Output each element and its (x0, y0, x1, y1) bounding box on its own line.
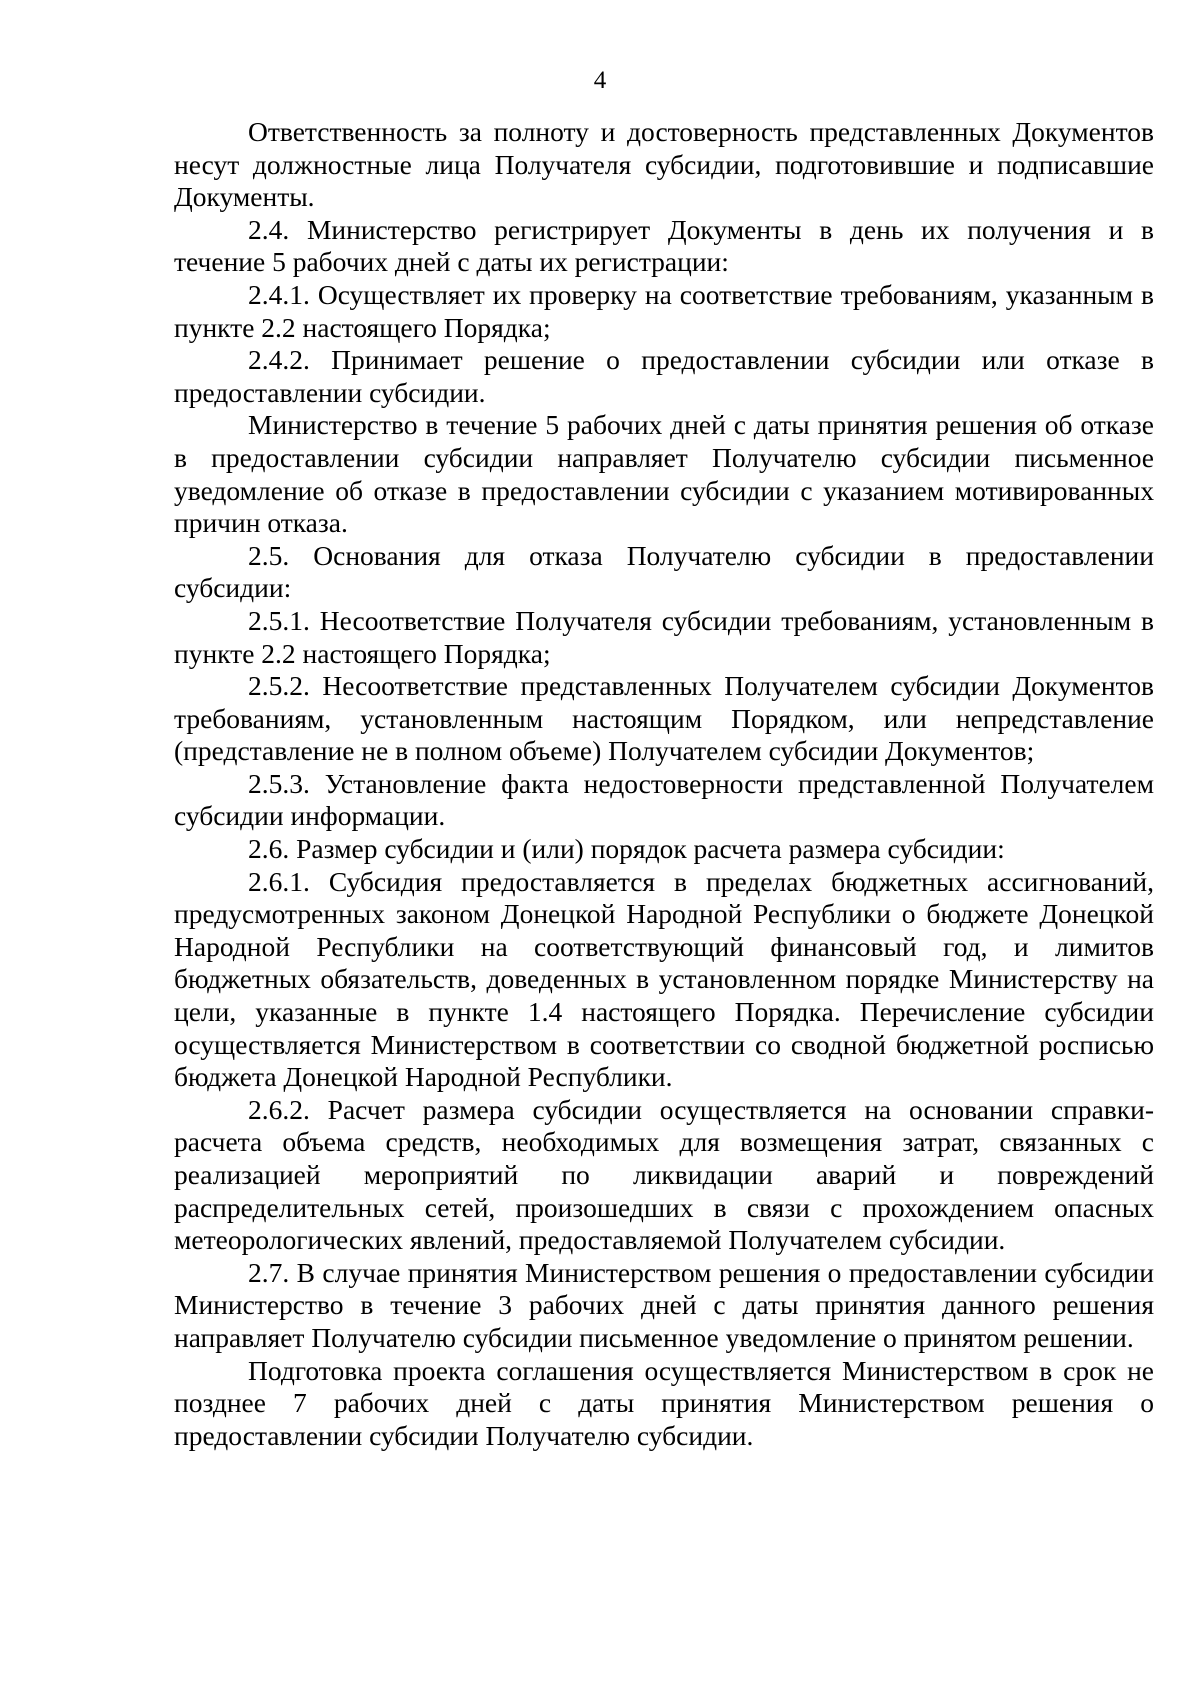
paragraph-agreement-preparation: Подготовка проекта соглашения осуществляется Министерством в срок не позднее 7 рабочих дней с даты принятия Министерством решения о предоставлении субсидии Получателю субсидии. (174, 1354, 1154, 1451)
paragraph-responsibility: Ответственность за полноту и достоверность представленных Документов несут должностные лица Получателя субсидии, подготовившие и подписавшие Документы. (174, 116, 1154, 213)
paragraph-2-4-2: 2.4.2. Принимает решение о предоставлении субсидии или отказе в предоставлении субсидии. (174, 344, 1154, 408)
paragraph-2-7: 2.7. В случае принятия Министерством решения о предоставлении субсидии Министерство в течение 3 рабочих дней с даты принятия данного решения направляет Получателю субсидии письменное уведомление о принятом решении. (174, 1256, 1154, 1353)
paragraph-2-6-1: 2.6.1. Субсидия предоставляется в пределах бюджетных ассигнований, предусмотренных законом Донецкой Народной Республики о бюджете Донецкой Народной Республики на соответствующий финансовый год, и лимитов бюджетных обязательств, доведенных в установленном порядке Министерству на цели, указанные в пункте 1.4 настоящего Порядка. Перечисление субсидии осуществляется Министерством в соответствии со сводной бюджетной росписью бюджета Донецкой Народной Республики. (174, 865, 1154, 1093)
paragraph-refusal-notice: Министерство в течение 5 рабочих дней с даты принятия решения об отказе в предоставлении субсидии направляет Получателю субсидии письменное уведомление об отказе в предоставлении субсидии с указанием мотивированных причин отказа. (174, 409, 1154, 539)
paragraph-2-5-2: 2.5.2. Несоответствие представленных Получателем субсидии Документов требованиям, установленным настоящим Порядком, или непредставление (представление не в полном объеме) Получателем субсидии Документов; (174, 670, 1154, 767)
document-body (174, 116, 1154, 1452)
paragraph-2-4-1: 2.4.1. Осуществляет их проверку на соответствие требованиям, указанным в пункте 2.2 настоящего Порядка; (174, 278, 1154, 343)
paragraph-2-5-3: 2.5.3. Установление факта недостоверности представленной Получателем субсидии информации. (174, 767, 1154, 832)
paragraph-2-4: 2.4. Министерство регистрирует Документы в день их получения и в течение 5 рабочих дней с даты их регистрации: (174, 213, 1154, 278)
paragraph-2-5-1: 2.5.1. Несоответствие Получателя субсидии требованиям, установленным в пункте 2.2 настоящего Порядка; (174, 604, 1154, 669)
paragraph-2-6-2: 2.6.2. Расчет размера субсидии осуществляется на основании справки-расчета объема средств, необходимых для возмещения затрат, связанных с реализацией мероприятий по ликвидации аварий и повреждений распределительных сетей, произошедших в связи с прохождением опасных метеорологических явлений, предоставляемой Получателем субсидии. (174, 1093, 1154, 1256)
paragraph-2-5: 2.5. Основания для отказа Получателю субсидии в предоставлении субсидии: (174, 539, 1154, 604)
page-number: 4 (593, 67, 607, 94)
paragraph-2-6: 2.6. Размер субсидии и (или) порядок расчета размера субсидии: (248, 833, 1005, 865)
